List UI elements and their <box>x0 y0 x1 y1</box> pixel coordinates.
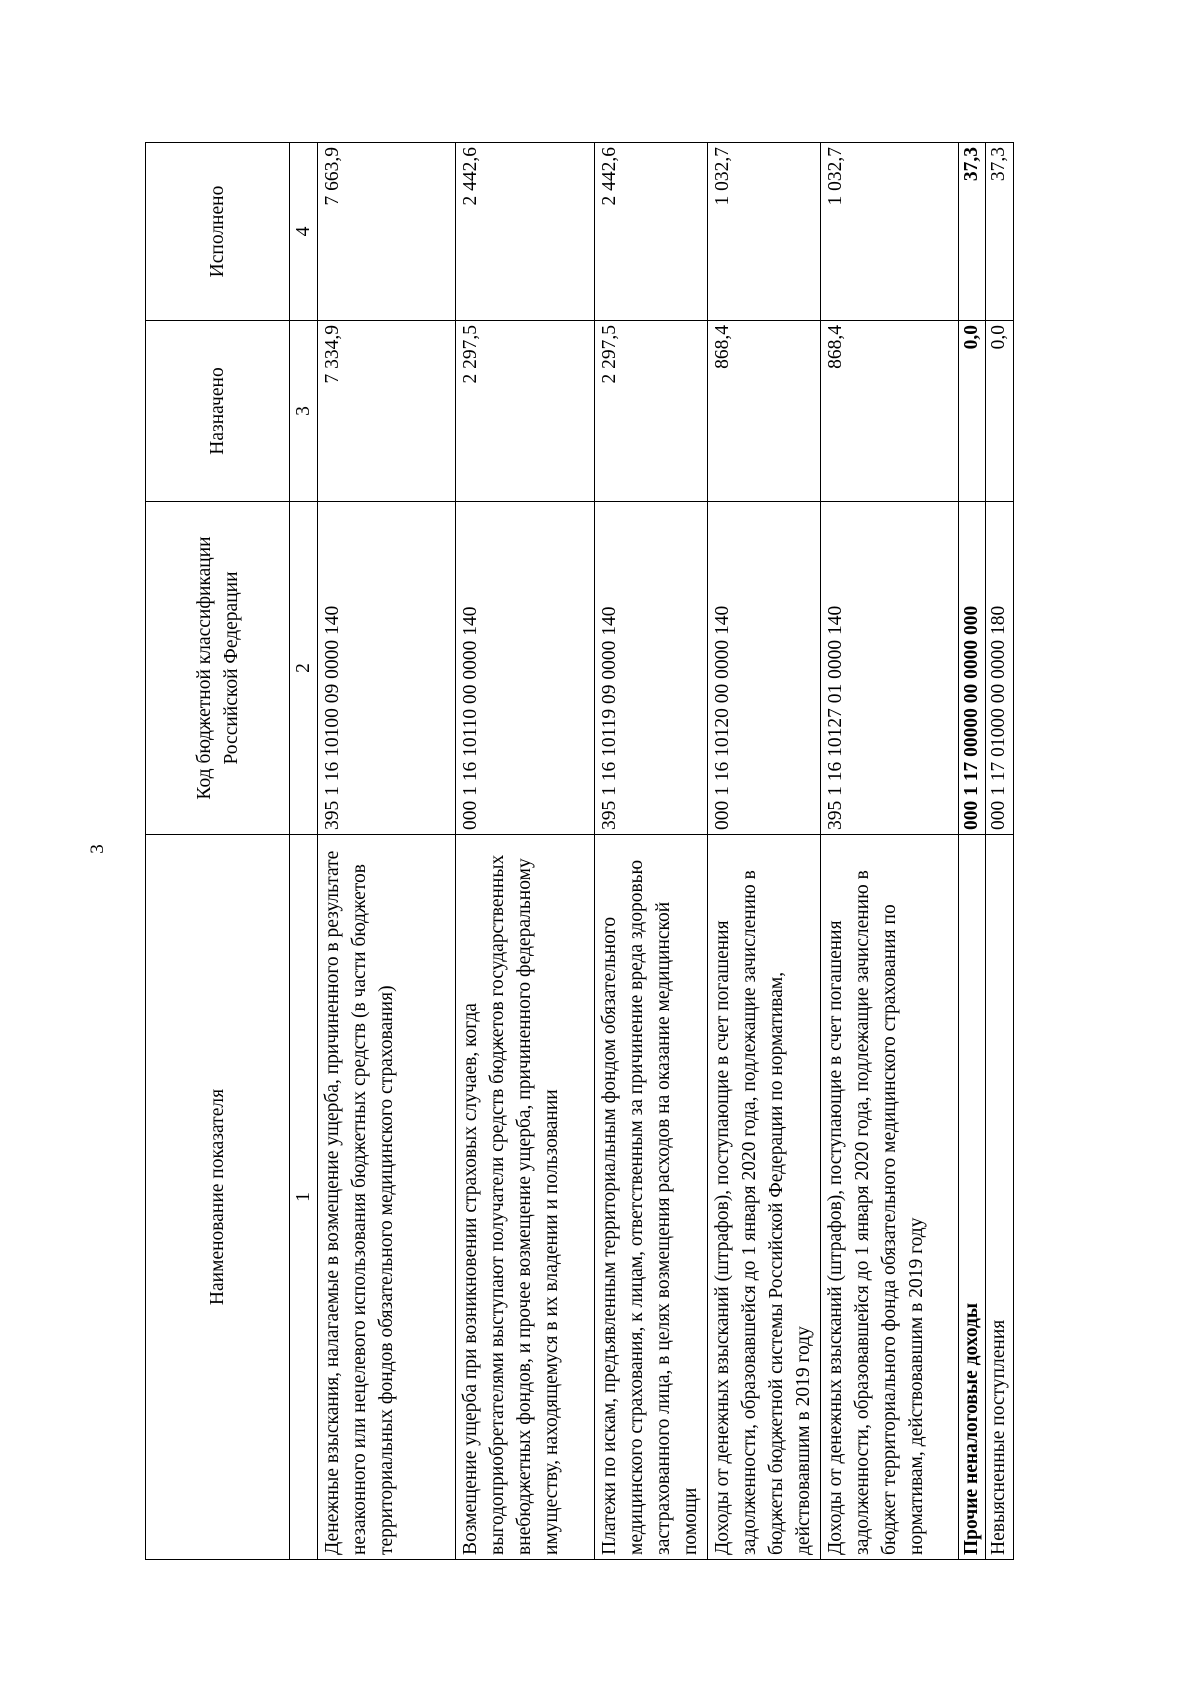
row-executed: 2 442,6 <box>594 143 707 321</box>
header-name: Наименование показателя <box>146 835 290 1560</box>
row-name: Платежи по искам, предъявленным территориальным фондом обязательного медицинского страхования, к лицам, ответственным за причинение вреда здоровью застрахованного лица, в целях возмещения расходов на оказание медицинской помощи <box>594 835 707 1560</box>
column-number-1: 1 <box>290 835 318 1560</box>
row-name: Прочие неналоговые доходы <box>959 835 986 1560</box>
row-name: Доходы от денежных взысканий (штрафов), поступающие в счет погашения задолженности, образовавшейся до 1 января 2020 года, подлежащие зачислению в бюджеты бюджетной системы Российской Федерации по нормативам, действовавшим в 2019 году <box>707 835 820 1560</box>
table-row <box>318 143 456 1560</box>
column-number-2: 2 <box>290 502 318 835</box>
row-executed: 37,3 <box>986 143 1014 321</box>
table-row <box>820 143 958 1560</box>
row-assigned: 2 297,5 <box>456 321 594 502</box>
page-number: 3 <box>87 844 108 854</box>
table-row <box>986 143 1014 1560</box>
row-assigned: 868,4 <box>820 321 958 502</box>
column-number-row <box>290 143 318 1560</box>
row-assigned: 868,4 <box>707 321 820 502</box>
row-code: 000 1 16 10110 00 0000 140 <box>456 502 594 835</box>
row-name: Доходы от денежных взысканий (штрафов), поступающие в счет погашения задолженности, образовавшейся до 1 января 2020 года, подлежащие зачислению в бюджет территориального фонда обязательного медицинского страхования по нормативам, действовавшим в 2019 году <box>820 835 958 1560</box>
row-executed: 7 663,9 <box>318 143 456 321</box>
row-assigned: 0,0 <box>986 321 1014 502</box>
row-code: 000 1 16 10120 00 0000 140 <box>707 502 820 835</box>
header-executed: Исполнено <box>146 143 290 321</box>
row-executed: 1 032,7 <box>820 143 958 321</box>
header-assigned: Назначено <box>146 321 290 502</box>
row-code: 000 1 17 00000 00 0000 000 <box>959 502 986 835</box>
row-assigned: 2 297,5 <box>594 321 707 502</box>
row-assigned: 7 334,9 <box>318 321 456 502</box>
column-number-4: 4 <box>290 143 318 321</box>
row-code: 395 1 16 10119 09 0000 140 <box>594 502 707 835</box>
rotated-table-container <box>145 143 1014 1560</box>
table-row <box>456 143 594 1560</box>
row-executed: 1 032,7 <box>707 143 820 321</box>
table-row-subtotal <box>959 143 986 1560</box>
header-code: Код бюджетной классификации Российской Федерации <box>146 502 290 835</box>
revenue-table <box>145 142 1014 1560</box>
row-assigned: 0,0 <box>959 321 986 502</box>
table-header-row <box>146 143 290 1560</box>
row-name: Невыясненные поступления <box>986 835 1014 1560</box>
column-number-3: 3 <box>290 321 318 502</box>
row-executed: 2 442,6 <box>456 143 594 321</box>
row-code: 000 1 17 01000 00 0000 180 <box>986 502 1014 835</box>
row-code: 395 1 16 10100 09 0000 140 <box>318 502 456 835</box>
row-name: Денежные взыскания, налагаемые в возмещение ущерба, причиненного в результате незаконного или нецелевого использования бюджетных средств (в части бюджетов территориальных фондов обязательного медицинского страхования) <box>318 835 456 1560</box>
row-code: 395 1 16 10127 01 0000 140 <box>820 502 958 835</box>
row-name: Возмещение ущерба при возникновении страховых случаев, когда выгодоприобретателями выступают получатели средств бюджетов государственных внебюджетных фондов, и прочее возмещение ущерба, причиненного федеральному имуществу, находящемуся в их владении и пользовании <box>456 835 594 1560</box>
table-row <box>707 143 820 1560</box>
table-row <box>594 143 707 1560</box>
row-executed: 37,3 <box>959 143 986 321</box>
